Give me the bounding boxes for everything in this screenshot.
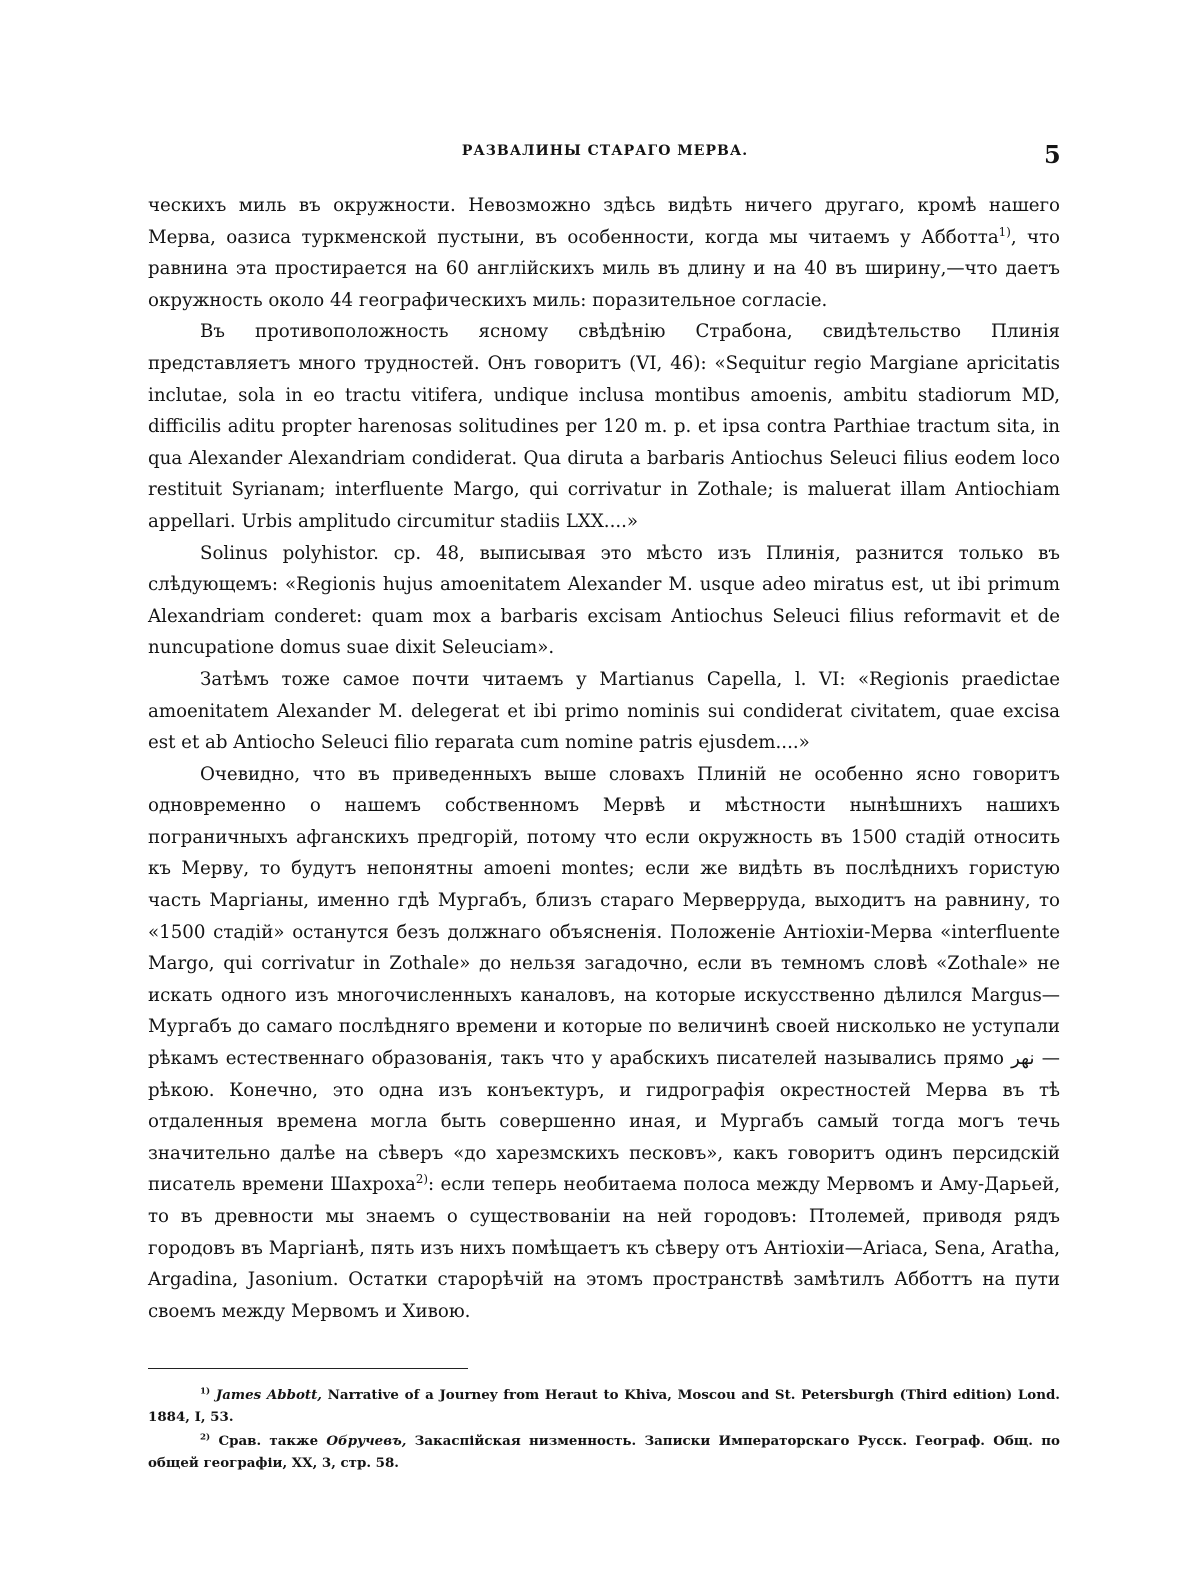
running-title: РАЗВАЛИНЫ СТАРАГО МЕРВА. bbox=[461, 143, 749, 159]
footnote-ref-2[interactable]: 2) bbox=[415, 1172, 428, 1187]
paragraph-4: Затѣмъ тоже самое почти читаемъ у Martianus Capella, l. VI: «Regionis praedictae amoenitatem Alexander M. delegerat et ibi primo nominis sui condiderat civitatem, quae excisa est et ab Antiocho Seleuci filio reparata cum nomine patris ejusdem....» bbox=[148, 668, 1060, 754]
body-text bbox=[148, 190, 1060, 1327]
footnote-ref-1[interactable]: 1) bbox=[998, 224, 1011, 239]
footnote-marker: 1) bbox=[200, 1386, 211, 1397]
paragraph-5 bbox=[148, 759, 1060, 1328]
paragraph-2: Въ противоположность ясному свѣдѣнію Страбона, свидѣтельство Плинія представляетъ много трудностей. Онъ говоритъ (VI, 46): «Sequitur regio Margiane apricitatis inclutae, sola in eo tractu vitifera, undique inclusa montibus amoenis, ambitu stadiorum MD, difficilis aditu propter harenosas solitudines per 120 m. p. et ipsa contra Parthiae tractum sita, in qua Alexander Alexandriam condiderat. Qua diruta a barbaris Antiochus Seleuci filius eodem loco restituit Syrianam; interfluente Margo, qui corrivatur in Zothale; is maluerat illam Antiochiam appellari. Urbis amplitudo circumitur stadiis LXX....» bbox=[148, 321, 1060, 532]
footnote-prefix: Срав. также bbox=[218, 1433, 319, 1449]
paragraph-text: ческихъ миль въ окружности. Невозможно здѣсь видѣть ничего другаго, кромѣ нашего Мерва, оазиса туркменской пустыни, въ особенности, когда мы читаемъ у Абботта bbox=[148, 195, 1060, 248]
paragraph-text: Очевидно, что въ приведенныхъ выше словахъ Плиній не особенно ясно говоритъ одновременно о нашемъ собственномъ Мервѣ и мѣстности нынѣшнихъ нашихъ пограничныхъ афганскихъ предгорій, потому что если окружность въ 1500 стадій относить къ Мерву, то будутъ непонятны amoeni montes; если же видѣть въ послѣднихъ гористую часть Маргіаны, именно гдѣ Мургабъ, близъ стараго Мерверруда, выходитъ на равнину, то «1500 стадій» останутся безъ должнаго объясненія. Положеніе Антіохіи-Мерва «interfluente Margo, qui corrivatur in Zothale» до нельзя загадочно, если въ темномъ словѣ «Zothale» не искать одного изъ многочисленныхъ каналовъ, на которые искусственно дѣлился Margus—Мургабъ до самаго послѣдняго времени и которые по величинѣ своей нисколько не уступали рѣкамъ естественнаго образованія, такъ что у арабскихъ писателей назывались прямо نهر — рѣкою. Конечно, это одна изъ конъектуръ, и гидрографія окрестностей Мерва въ тѣ отдаленныя времена могла быть совершенно иная, и Мургабъ самый тогда могъ течь значительно далѣе на сѣверъ «до харезмскихъ песковъ», какъ говоритъ одинъ персидскій писатель времени Шахроха bbox=[148, 763, 1060, 1196]
footnotes bbox=[148, 1384, 1060, 1474]
page-number: 5 bbox=[1044, 140, 1061, 169]
footnote-text: Закаспійская низменность. Записки Императорскаго Русск. Географ. Общ. по общей географіи, XX, 3, стр. 58. bbox=[148, 1433, 1060, 1471]
paragraph-3: Solinus polyhistor. cp. 48, выписывая это мѣсто изъ Плинія, разнится только въ слѣдующемъ: «Regionis hujus amoenitatem Alexander M. usque adeo miratus est, ut ibi primum Alexandriam conderet: quam mox a barbaris excisam Antiochus Seleuci filius reformavit et de nuncupatione domus suae dixit Seleuciam». bbox=[148, 542, 1060, 659]
paragraph-text-tail: : если теперь необитаема полоса между Мервомъ и Аму-Дарьей, то въ древности мы знаемъ о существованіи на ней городовъ: Птолемей, приводя рядъ городовъ въ Маргіанѣ, пять изъ нихъ помѣщаетъ къ сѣверу отъ Антіохіи—Ariaca, Sena, Aratha, Argadina, Jasonium. Остатки старорѣчій на этомъ пространствѣ замѣтилъ Абботтъ на пути своемъ между Мервомъ и Хивою. bbox=[148, 1174, 1061, 1322]
paragraph-1 bbox=[148, 190, 1060, 316]
footnote-text: Narrative of a Journey from Heraut to Khiva, Moscou and St. Petersburgh (Third edition) Lond. 1884, I, 53. bbox=[148, 1387, 1060, 1425]
footnote-1 bbox=[148, 1384, 1060, 1428]
footnote-divider bbox=[148, 1368, 468, 1369]
paragraph-text-tail: , что равнина эта простирается на 60 англійскихъ миль въ длину и на 40 въ ширину,—что даетъ окружность около 44 географическихъ миль: поразительное согласіе. bbox=[148, 226, 1060, 311]
footnote-2 bbox=[148, 1430, 1060, 1474]
footnote-marker: 2) bbox=[200, 1432, 211, 1443]
footnote-author: James Abbott, bbox=[215, 1387, 322, 1403]
footnote-author: Обручевъ, bbox=[326, 1433, 407, 1449]
